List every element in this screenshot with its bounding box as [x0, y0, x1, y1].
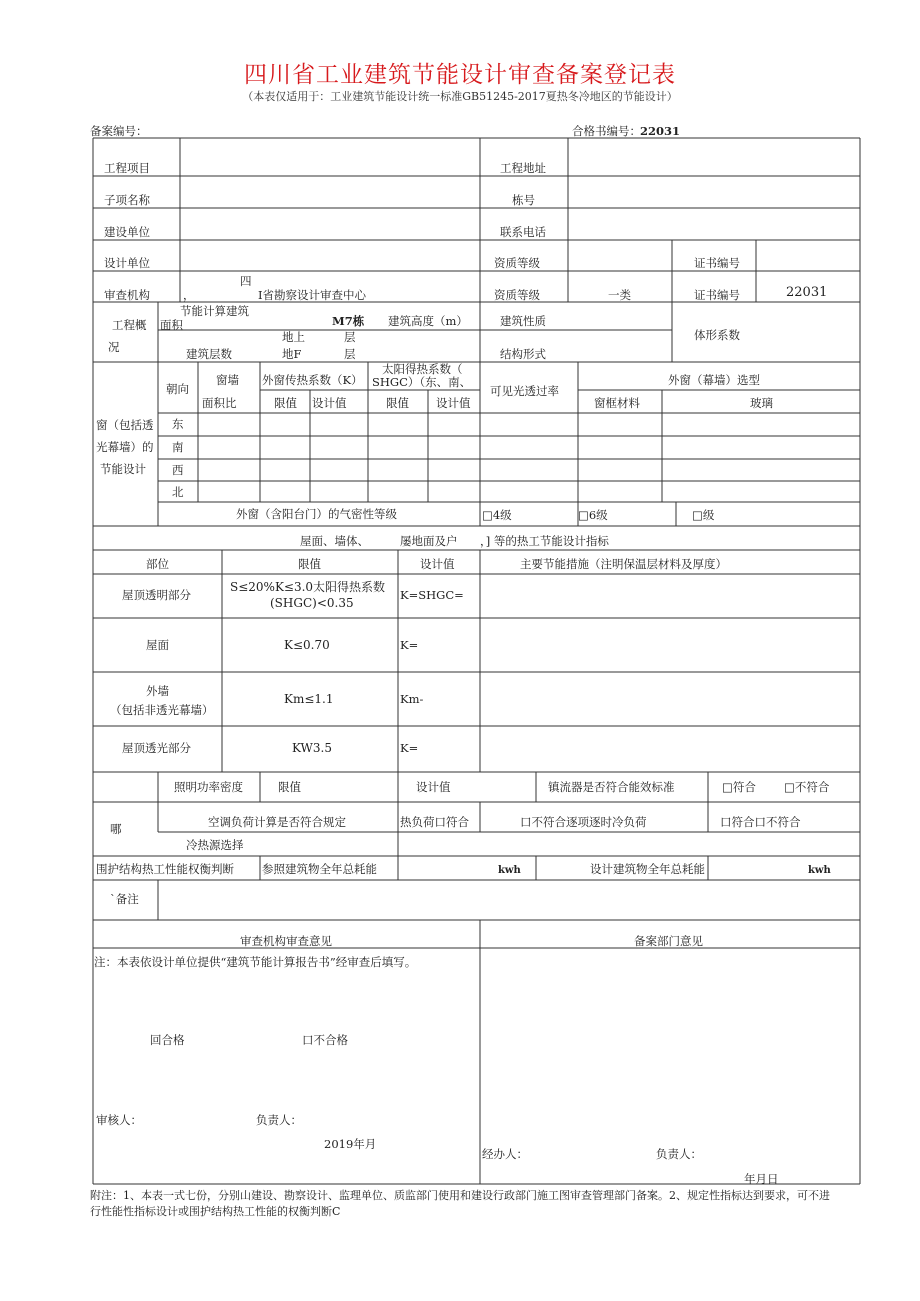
qual-grade-value: 一类 [608, 288, 631, 302]
shape-label: 体形系数 [694, 328, 740, 342]
project-label: 工程项目 [104, 161, 150, 175]
review-year: 2019年月 [324, 1137, 377, 1151]
thermal-heading-a: 屋面、墙体、 [300, 534, 369, 548]
floors-label: 建筑层数 [186, 347, 232, 361]
phone-label: 联系电话 [500, 225, 546, 239]
source-label: 冷热源选择 [186, 838, 244, 852]
col-limit: 限值 [298, 557, 321, 571]
subitem-label: 子项名称 [104, 193, 150, 207]
r2-design: K= [400, 638, 419, 652]
cert-no-label: 合格书编号： [572, 124, 641, 138]
ratio-label-1: 窗墙 [216, 373, 239, 387]
thermal-heading-b: 屡地面及户 [400, 534, 458, 548]
review-opinion-heading: 审查机构审查意见 [240, 934, 332, 948]
frame-label: 窗框材料 [594, 396, 640, 410]
window-label-2: 光幕墙）的 [96, 440, 154, 454]
cool-check-checkbox[interactable]: 口不符合逐项逐时冷负荷 [520, 815, 647, 829]
ratio-label-2: 面积比 [202, 396, 237, 410]
r1-part: 屋顶透明部分 [122, 588, 191, 602]
floor-unit-2: 层 [344, 347, 356, 361]
dir-west: 西 [172, 463, 184, 477]
load-check-label: 空调负荷计算是否符合规定 [208, 815, 346, 829]
cert-label: 证书编号 [694, 256, 740, 270]
fail-checkbox[interactable]: 口不合格 [302, 1033, 348, 1047]
window-label-3: 节能设计 [100, 462, 146, 476]
col-part: 部位 [146, 557, 169, 571]
col-design: 设计值 [420, 557, 455, 571]
r4-part: 屋顶透光部分 [122, 741, 191, 755]
k-design-label: 设计值 [312, 396, 347, 410]
handler-label: 经办人： [482, 1147, 528, 1161]
grade-4-checkbox[interactable]: □4级 [482, 508, 512, 522]
ballast-yes-checkbox[interactable]: □符合 [722, 780, 756, 794]
balance-ref-label: 参照建筑物全年总耗能 [262, 862, 377, 876]
calc-area-label-2: 面积 [160, 318, 183, 332]
r1-limit-1: S≤20%K≤3.0太阳得热系数 [230, 580, 386, 594]
balance-kwh-1: kwh [498, 865, 521, 876]
r1-design: K=SHGC= [400, 588, 464, 602]
form-title: 四川省工业建筑节能设计审查备案登记表 [244, 62, 676, 88]
leader-label: 负责人： [256, 1113, 302, 1127]
balance-label: 围护结构热工性能权衡判断 [96, 862, 234, 876]
r2-limit: K≤0.70 [284, 638, 330, 652]
grade-6-checkbox[interactable]: □6级 [578, 508, 608, 522]
dir-north: 北 [172, 485, 184, 499]
lighting-density-label: 照明功率密度 [174, 780, 243, 794]
floor-unit-1: 层 [344, 330, 356, 344]
qual-grade-label-2: 资质等级 [494, 288, 540, 302]
owner-label: 建设单位 [104, 225, 150, 239]
reviewer-label: 审查机构 [104, 288, 150, 302]
auditor-label: 审核人： [96, 1113, 142, 1127]
r4-limit: KW3.5 [292, 741, 332, 755]
m7-label: M7栋 [332, 314, 365, 328]
pass-checkbox[interactable]: 回合格 [150, 1033, 185, 1047]
nature-label: 建筑性质 [500, 314, 546, 328]
r3-part-2: （包括非透光幕墙） [110, 703, 214, 717]
r2-part: 屋面 [146, 638, 169, 652]
reviewer-comma: ， [183, 288, 195, 302]
height-label: 建筑高度（m） [388, 314, 468, 328]
glass-label: 玻璃 [750, 396, 773, 410]
footer-note-1: 附注：1、本表一式七份，分别山建设、勘察设计、监理单位、质监部门使用和建设行政部门施工图审查管理部门备案。2、规定性指标达到要求，可不进 [90, 1189, 830, 1202]
orientation-label: 朝向 [166, 382, 189, 396]
reviewer-value: I省勘察设计审查中心 [258, 288, 367, 302]
balance-kwh-2: kwh [808, 865, 831, 876]
record-date: 年月日 [744, 1172, 779, 1186]
address-label: 工程地址 [500, 161, 546, 175]
heat-load-checkbox[interactable]: 热负荷口符合 [400, 815, 469, 829]
building-no-label: 栋号 [512, 193, 535, 207]
qual-grade-label: 资质等级 [494, 256, 540, 270]
r4-design: K= [400, 741, 419, 755]
record-no-label: 备案编号： [90, 124, 148, 138]
designer-label: 设计单位 [104, 256, 150, 270]
cert-value-2: 22031 [786, 285, 828, 300]
opinion-note: 注：本表依设计单位提供“建筑节能计算报告书”经审查后填写。 [94, 955, 417, 969]
leader-label-2: 负责人： [656, 1147, 702, 1161]
shgc-label-1: 太阳得热系数（ [382, 362, 463, 376]
cert-no-value: 22031 [640, 124, 681, 138]
shgc-limit-label: 限值 [386, 396, 409, 410]
lighting-limit-label: 限值 [278, 780, 301, 794]
calc-area-label-1: 节能计算建筑 [180, 304, 249, 318]
r3-limit: Km≤1.1 [284, 692, 334, 706]
k-limit-label: 限值 [274, 396, 297, 410]
window-type-label: 外窗（幕墙）选型 [668, 373, 760, 387]
footer-note-2: 行性能性指标设计或围护结构热工性能的权衡判断C [90, 1205, 341, 1218]
balance-design-label: 设计建筑物全年总耗能 [590, 862, 705, 876]
overview-label-2: 况 [108, 340, 120, 354]
ballast-label: 镇流器是否符合能效标准 [548, 780, 675, 794]
remark-label: `备注 [110, 892, 139, 906]
hvac-result-checkbox[interactable]: 口符合口不符合 [720, 815, 801, 829]
reviewer-char: 四 [240, 274, 252, 288]
cert-label-2: 证书编号 [694, 288, 740, 302]
grade-x-checkbox[interactable]: □级 [692, 508, 715, 522]
hvac-label: 哪 [110, 822, 122, 836]
r3-part-1: 外墙 [146, 684, 169, 698]
shgc-label-2: SHGC）（东、南、 [372, 375, 472, 389]
ballast-no-checkbox[interactable]: □不符合 [784, 780, 830, 794]
form-subtitle: （本表仅适用于：工业建筑节能设计统一标准GB51245-2017夏热冬冷地区的节能设计） [242, 90, 678, 103]
k-label: 外窗传热系数（K） [262, 373, 363, 387]
col-measure: 主要节能措施（注明保温层材料及厚度） [520, 557, 727, 571]
structure-label: 结构形式 [500, 347, 546, 361]
thermal-heading-c: ，] 等的热工节能设计指标 [480, 534, 609, 548]
below-label: 地F [282, 347, 302, 361]
airtight-label: 外窗（含阳台门）的气密性等级 [236, 507, 397, 521]
shgc-design-label: 设计值 [436, 396, 471, 410]
transmit-label: 可见光透过率 [490, 384, 559, 398]
dir-east: 东 [172, 417, 184, 431]
lighting-design-label: 设计值 [416, 780, 451, 794]
r1-limit-2: (SHGC)<0.35 [270, 596, 354, 610]
overview-label-1: 工程概 [112, 318, 147, 332]
above-label: 地上 [282, 330, 305, 344]
r3-design: Km- [400, 692, 424, 706]
window-label-1: 窗（包括透 [96, 418, 154, 432]
dir-south: 南 [172, 440, 184, 454]
record-opinion-heading: 备案部门意见 [634, 934, 703, 948]
